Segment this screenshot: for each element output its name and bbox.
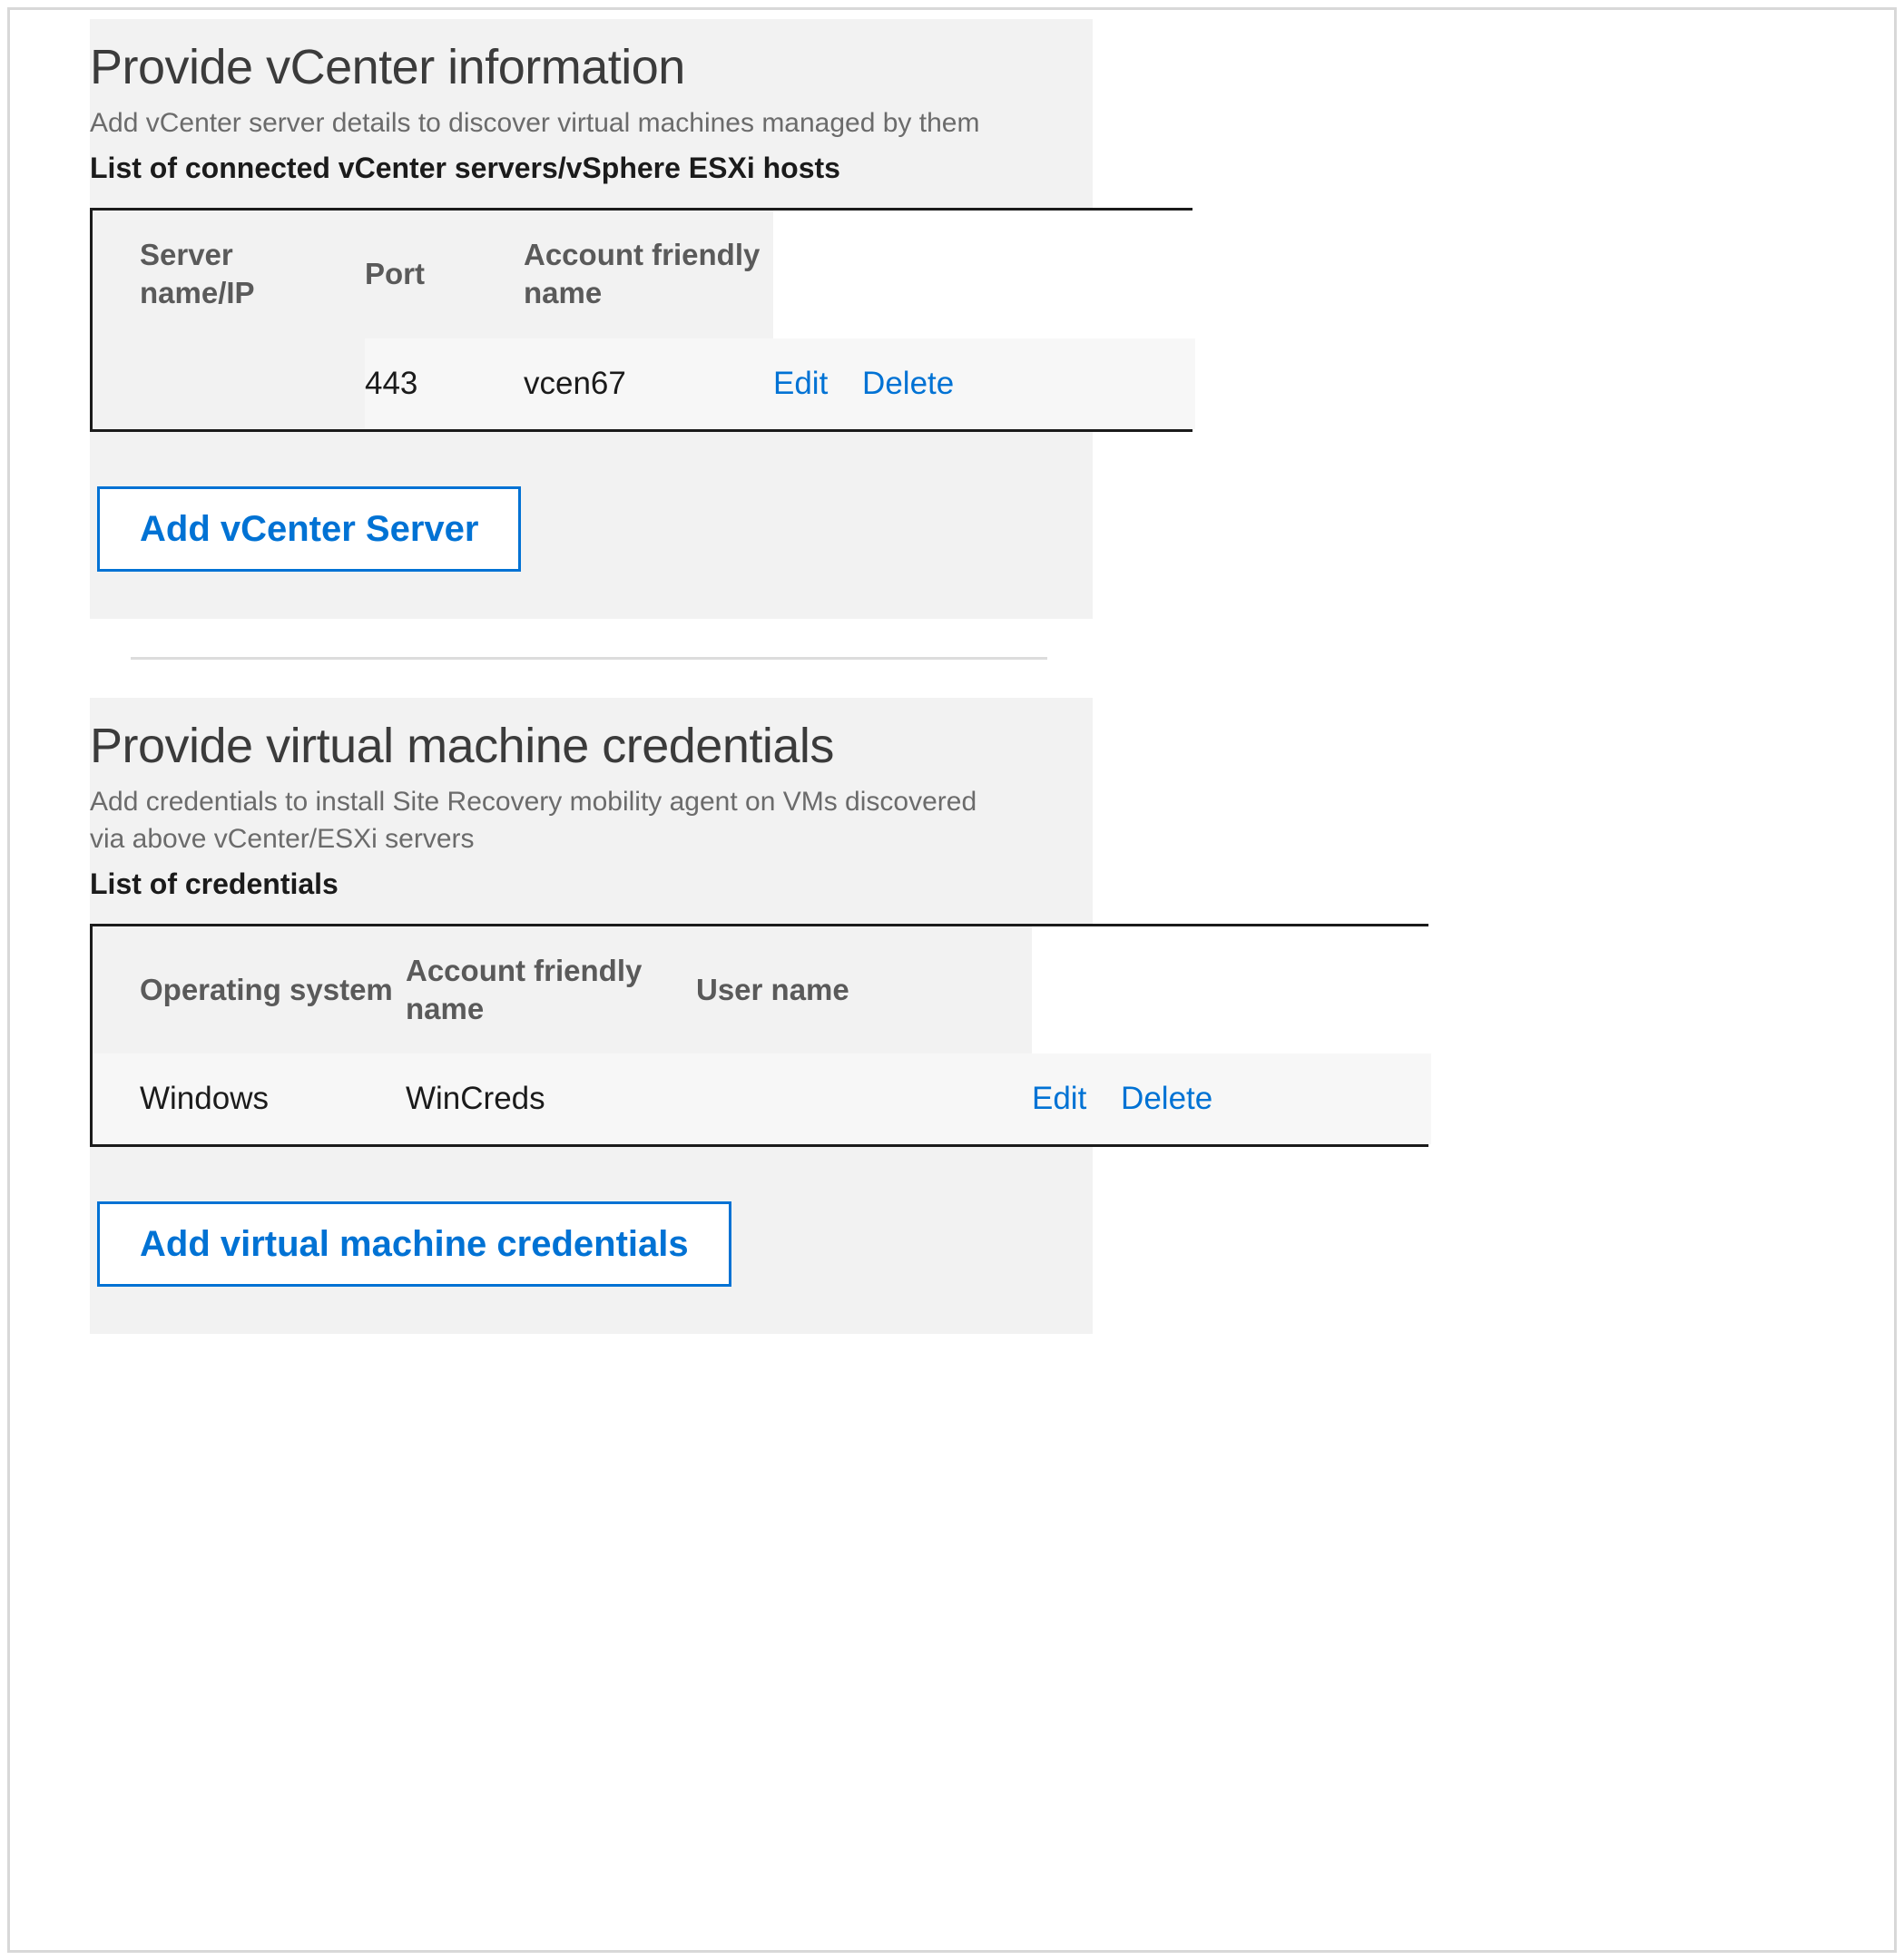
table-row bbox=[93, 1054, 1431, 1144]
vcenter-servers-table bbox=[90, 208, 1192, 431]
page-frame bbox=[7, 7, 1897, 1953]
add-virtual-machine-credentials-button[interactable]: Add virtual machine credentials bbox=[97, 1201, 731, 1287]
vcenter-list-subtitle: List of connected vCenter servers/vSphere ESXi hosts bbox=[90, 152, 840, 185]
vcenter-information-section bbox=[90, 19, 1093, 619]
delete-credential-link[interactable]: Delete bbox=[1121, 1081, 1213, 1117]
vm-credentials-section bbox=[90, 698, 1213, 1335]
edit-credential-link[interactable]: Edit bbox=[1032, 1081, 1087, 1117]
cell-server-name bbox=[93, 338, 365, 429]
cell-account-friendly-name: vcen67 bbox=[524, 338, 773, 429]
column-header-port: Port bbox=[365, 257, 425, 291]
vcenter-section-description: Add vCenter server details to discover virtual machines managed by them bbox=[90, 108, 980, 139]
column-header-account-friendly-name: Account friendly name bbox=[406, 953, 643, 1026]
vcenter-section-title: Provide vCenter information bbox=[90, 40, 685, 94]
column-header-server-name: Server name/IP bbox=[140, 238, 255, 310]
cell-operating-system: Windows bbox=[93, 1054, 406, 1144]
column-header-operating-system: Operating system bbox=[140, 973, 393, 1007]
vcenter-button-row bbox=[90, 432, 1093, 619]
edit-vcenter-link[interactable]: Edit bbox=[773, 365, 829, 401]
column-header-user-name: User name bbox=[696, 973, 849, 1007]
credentials-table bbox=[90, 924, 1428, 1147]
table-header-row bbox=[93, 211, 1195, 338]
content-column bbox=[90, 19, 1723, 1334]
cell-port: 443 bbox=[365, 338, 524, 429]
column-header-actions bbox=[1032, 926, 1431, 1054]
credentials-list-subtitle: List of credentials bbox=[90, 867, 339, 901]
delete-vcenter-link[interactable]: Delete bbox=[862, 365, 955, 401]
table-row bbox=[93, 338, 1195, 429]
table-header-row bbox=[93, 926, 1431, 1054]
credentials-section-title: Provide virtual machine credentials bbox=[90, 718, 834, 773]
cell-user-name bbox=[696, 1054, 1032, 1144]
column-header-account-friendly-name: Account friendly name bbox=[524, 238, 761, 310]
cell-actions bbox=[773, 338, 1195, 429]
cell-actions bbox=[1032, 1054, 1431, 1144]
credentials-section-description: Add credentials to install Site Recovery mobility agent on VMs discovered via above vCenter/ESXi servers bbox=[90, 786, 977, 854]
column-header-actions bbox=[773, 211, 1195, 338]
add-vcenter-server-button[interactable]: Add vCenter Server bbox=[97, 486, 521, 572]
credentials-button-row bbox=[90, 1147, 1093, 1334]
cell-account-friendly-name: WinCreds bbox=[406, 1054, 696, 1144]
section-divider bbox=[131, 657, 1047, 660]
